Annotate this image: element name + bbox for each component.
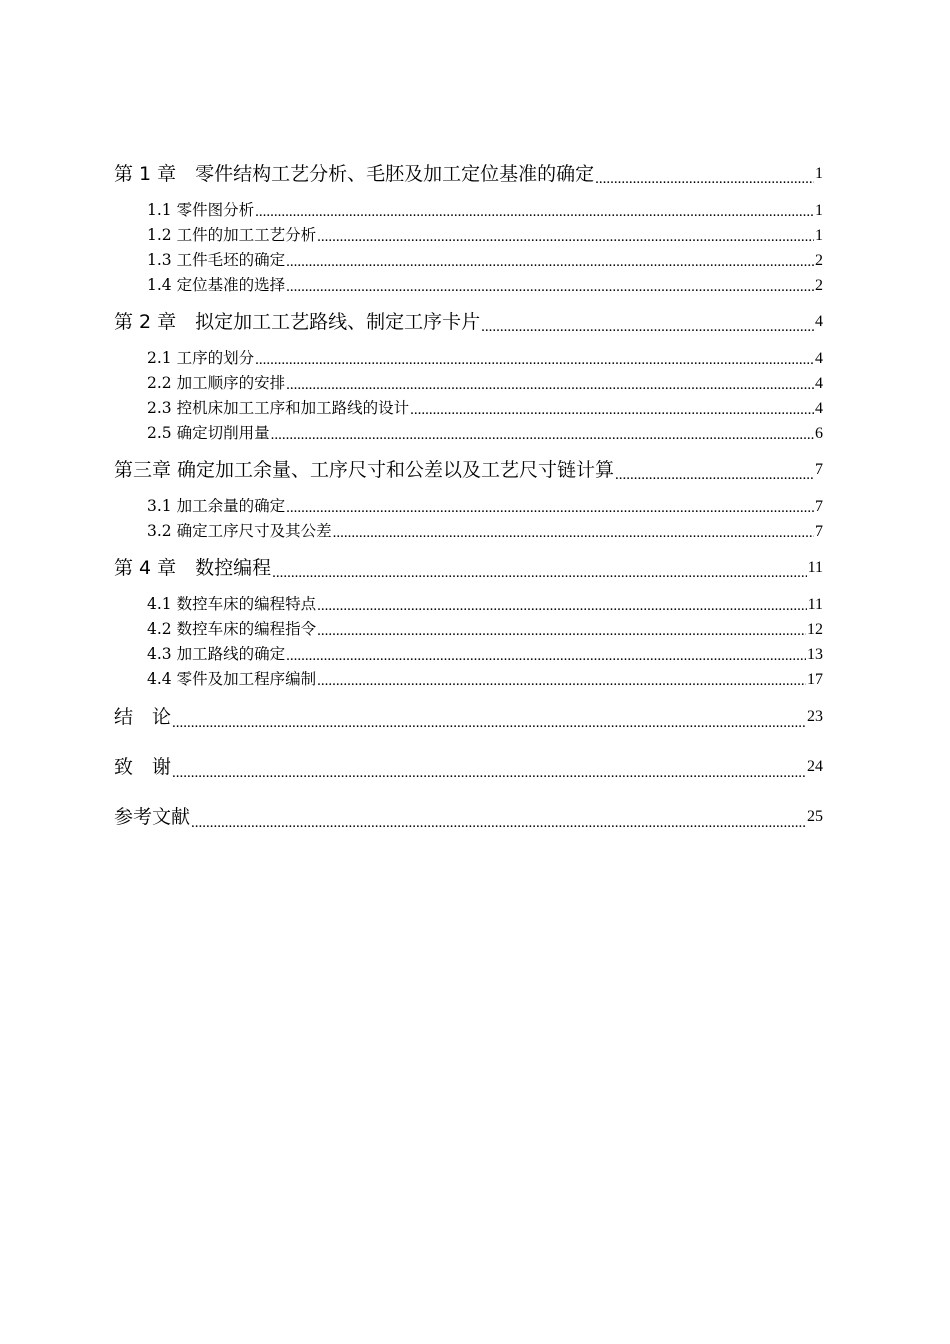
toc-section-2-1[interactable] <box>114 346 823 371</box>
dot-leader <box>286 501 814 516</box>
chapter-title: 第 4 章 数控编程 <box>114 557 272 579</box>
page-number: 1 <box>815 165 823 182</box>
section-title: 1.2 工件的加工工艺分析 <box>147 226 317 244</box>
chapter-title: 第三章 确定加工余量、工序尺寸和公差以及工艺尺寸链计算 <box>114 459 615 481</box>
page-number: 1 <box>815 202 823 219</box>
table-of-contents <box>114 158 823 850</box>
dot-leader <box>286 649 806 664</box>
section-title: 1.1 零件图分析 <box>147 201 255 219</box>
dot-leader <box>255 205 814 220</box>
toc-section-2-2[interactable] <box>114 371 823 396</box>
toc-section-3-1[interactable] <box>114 494 823 519</box>
page-number: 1 <box>815 227 823 244</box>
page-number: 12 <box>807 621 823 638</box>
section-title: 4.1 数控车床的编程特点 <box>147 595 317 613</box>
dot-leader <box>172 716 806 731</box>
page-number: 7 <box>815 498 823 515</box>
page-number: 4 <box>815 350 823 367</box>
page-number: 7 <box>815 523 823 540</box>
chapter-title: 第 2 章 拟定加工工艺路线、制定工序卡片 <box>114 311 481 333</box>
toc-section-1-1[interactable] <box>114 198 823 223</box>
dot-leader <box>615 468 814 483</box>
dot-leader <box>286 378 814 393</box>
dot-leader <box>317 674 806 689</box>
toc-chapter-1[interactable] <box>114 158 823 190</box>
tail-title: 参考文献 <box>114 806 191 828</box>
page-number: 6 <box>815 425 823 442</box>
dot-leader <box>317 230 814 245</box>
dot-leader <box>271 428 814 443</box>
section-title: 3.2 确定工序尺寸及其公差 <box>147 522 332 540</box>
dot-leader <box>286 280 814 295</box>
toc-section-3-2[interactable] <box>114 519 823 544</box>
toc-chapter-4[interactable] <box>114 552 823 584</box>
page-number: 25 <box>807 808 823 825</box>
toc-section-2-5[interactable] <box>114 421 823 446</box>
page-number: 11 <box>807 559 823 576</box>
toc-section-4-2[interactable] <box>114 617 823 642</box>
page-number: 4 <box>815 400 823 417</box>
page-number: 7 <box>815 461 823 478</box>
page-number: 24 <box>807 758 823 775</box>
toc-references[interactable] <box>114 800 823 834</box>
section-title: 4.4 零件及加工程序编制 <box>147 670 317 688</box>
chapter-title: 第 1 章 零件结构工艺分析、毛胚及加工定位基准的确定 <box>114 163 595 185</box>
dot-leader <box>317 624 806 639</box>
toc-chapter-2[interactable] <box>114 306 823 338</box>
toc-section-4-4[interactable] <box>114 667 823 692</box>
dot-leader <box>191 816 806 831</box>
section-title: 2.5 确定切削用量 <box>147 424 270 442</box>
dot-leader <box>255 353 814 368</box>
dot-leader <box>172 766 806 781</box>
page-number: 13 <box>807 646 823 663</box>
section-title: 2.2 加工顺序的安排 <box>147 374 286 392</box>
section-title: 4.3 加工路线的确定 <box>147 645 286 663</box>
toc-conclusion[interactable] <box>114 700 823 734</box>
dot-leader <box>595 172 814 187</box>
toc-section-1-3[interactable] <box>114 248 823 273</box>
dot-leader <box>410 403 814 418</box>
toc-section-4-1[interactable] <box>114 592 823 617</box>
toc-section-1-2[interactable] <box>114 223 823 248</box>
dot-leader <box>272 566 806 581</box>
page-number: 2 <box>815 252 823 269</box>
section-title: 1.4 定位基准的选择 <box>147 276 286 294</box>
page-number: 4 <box>815 375 823 392</box>
section-title: 1.3 工件毛坯的确定 <box>147 251 286 269</box>
toc-section-1-4[interactable] <box>114 273 823 298</box>
page-number: 11 <box>807 596 823 613</box>
dot-leader <box>333 526 814 541</box>
section-title: 2.1 工序的划分 <box>147 349 255 367</box>
section-title: 4.2 数控车床的编程指令 <box>147 620 317 638</box>
toc-section-2-3[interactable] <box>114 396 823 421</box>
section-title: 3.1 加工余量的确定 <box>147 497 286 515</box>
dot-leader <box>317 599 807 614</box>
page-number: 17 <box>807 671 823 688</box>
page-number: 4 <box>815 313 823 330</box>
tail-title: 致 谢 <box>114 756 172 778</box>
page-number: 2 <box>815 277 823 294</box>
dot-leader <box>481 320 814 335</box>
toc-acknowledgements[interactable] <box>114 750 823 784</box>
tail-title: 结 论 <box>114 706 172 728</box>
section-title: 2.3 控机床加工工序和加工路线的设计 <box>147 399 410 417</box>
toc-section-4-3[interactable] <box>114 642 823 667</box>
toc-chapter-3[interactable] <box>114 454 823 486</box>
dot-leader <box>286 255 814 270</box>
page-number: 23 <box>807 708 823 725</box>
